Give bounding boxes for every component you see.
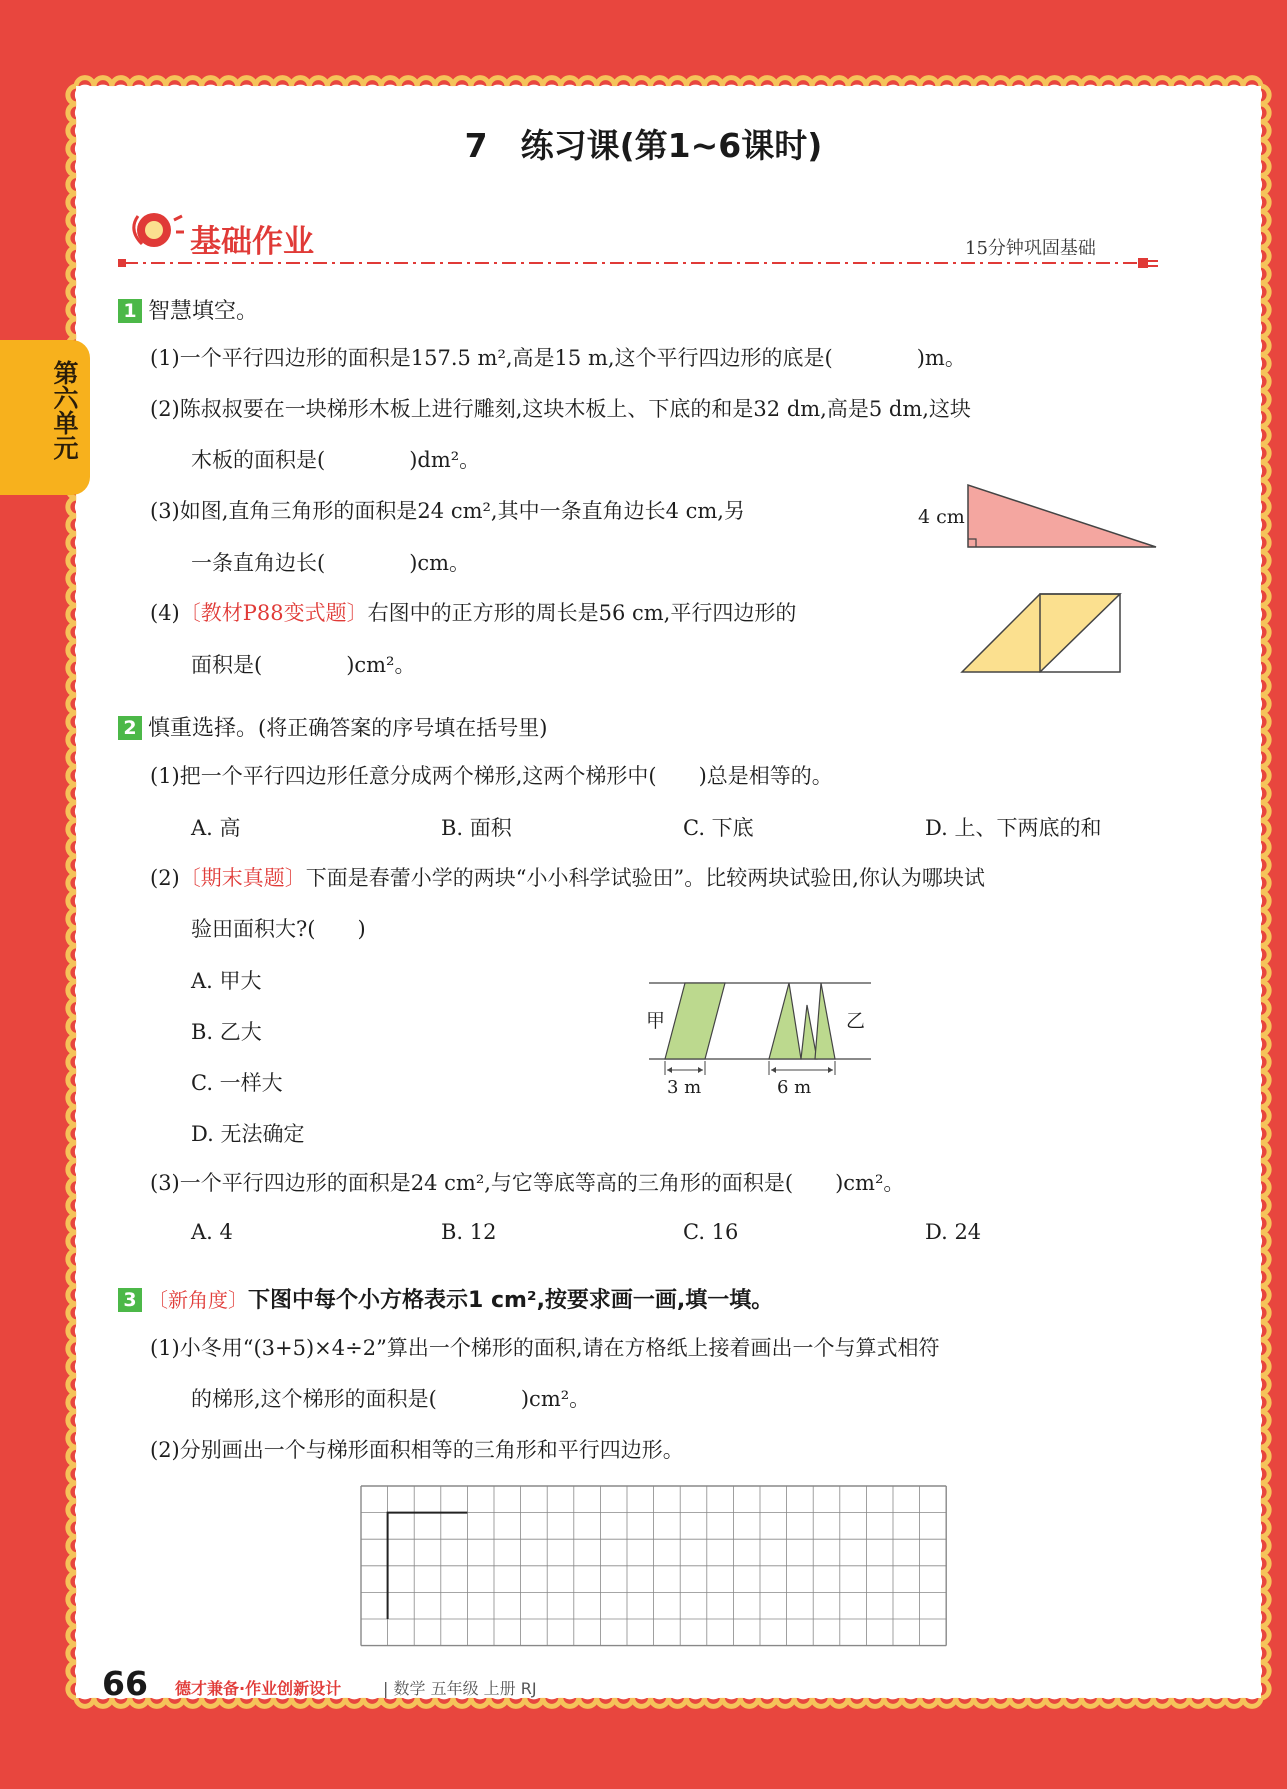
section-note: 15分钟巩固基础 (965, 238, 1096, 259)
bulb-icon (134, 213, 184, 247)
q2-part2-option-c: C. 一样大 (191, 1071, 283, 1095)
square-parallelogram-figure (960, 592, 1130, 674)
q3-number-badge: 3 (118, 1288, 142, 1312)
right-triangle-figure (960, 482, 1160, 552)
q1-heading-text: 智慧填空。 (148, 299, 259, 324)
q2-part2-tag: 〔期末真题〕 (179, 866, 306, 890)
q2-part3-option-d: D. 24 (925, 1220, 982, 1244)
q1-part2-line2: 木板的面积是( )dm²。 (191, 448, 481, 472)
border-wave-inner-0 (76, 86, 1261, 94)
border-wave-2 (76, 1698, 1261, 1706)
grid-paper[interactable] (360, 1485, 952, 1649)
q1-part4-line2: 面积是( )cm²。 (191, 653, 416, 677)
q2-heading-note: (将正确答案的序号填在括号里) (258, 716, 548, 740)
q2-part1-option-a: A. 高 (191, 816, 241, 840)
q1-heading (118, 294, 258, 325)
q1-part3-line1: (3)如图,直角三角形的面积是24 cm²,其中一条直角边长4 cm,另 (150, 499, 745, 523)
section-heading: 基础作业 (190, 224, 314, 260)
q3-heading-text: 下图中每个小方格表示1 cm²,按要求画一画,填一填。 (248, 1288, 774, 1313)
border-wave-0 (76, 78, 1261, 86)
q3-part1-line1: (1)小冬用“(3+5)×4÷2”算出一个梯形的面积,请在方格纸上接着画出一个与算式相符 (150, 1336, 940, 1360)
q1-part3-line2: 一条直角边长( )cm。 (191, 551, 471, 575)
page-title: 7 练习课(第1~6课时) (464, 126, 823, 165)
q2-part1-option-b: B. 面积 (441, 816, 512, 840)
border-wave-3 (68, 86, 76, 1698)
footer-brand: 德才兼备·作业创新设计 (175, 1679, 342, 1698)
q2-part2-option-b: B. 乙大 (191, 1020, 262, 1044)
unit-tab-label: 第六单元 (50, 360, 79, 460)
q2-part3: (3)一个平行四边形的面积是24 cm²,与它等底等高的三角形的面积是( )cm²。 (150, 1171, 905, 1195)
q2-part2-line1: (2)〔期末真题〕下面是春蕾小学的两块“小小科学试验田”。比较两块试验田,你认为哪块试 (150, 866, 985, 890)
q2-part1-option-d: D. 上、下两底的和 (925, 816, 1102, 840)
triangle-side-label: 4 cm (918, 506, 965, 528)
q2-part1-option-c: C. 下底 (683, 816, 754, 840)
border-wave-inner-1 (1253, 86, 1261, 1698)
q2-part2-option-d: D. 无法确定 (191, 1122, 305, 1146)
q2-heading (118, 711, 547, 742)
border-wave-1 (1261, 86, 1269, 1698)
q2-number-badge: 2 (118, 716, 142, 740)
q1-part4-line1: (4)〔教材P88变式题〕右图中的正方形的周长是56 cm,平行四边形的 (150, 601, 797, 625)
q3-tag: 〔新角度〕 (148, 1288, 248, 1312)
field-jia-base-label: 3 m (667, 1077, 702, 1098)
q2-part1: (1)把一个平行四边形任意分成两个梯形,这两个梯形中( )总是相等的。 (150, 764, 833, 788)
q3-heading (118, 1283, 773, 1314)
field-yi-base-label: 6 m (777, 1077, 812, 1098)
q2-part3-option-a: A. 4 (191, 1220, 233, 1244)
field-jia-parallelogram (665, 983, 725, 1059)
q2-part2-line2: 验田面积大?( ) (191, 917, 366, 941)
field-yi-label: 乙 (846, 1010, 866, 1032)
field-yi-triangles (769, 983, 835, 1059)
q3-part2: (2)分别画出一个与梯形面积相等的三角形和平行四边形。 (150, 1438, 684, 1462)
unit-tab (0, 340, 90, 495)
q2-part2-option-a: A. 甲大 (191, 969, 262, 993)
q1-number-badge: 1 (118, 299, 142, 323)
q2-part3-option-b: B. 12 (441, 1220, 497, 1244)
q2-part3-option-c: C. 16 (683, 1220, 739, 1244)
q2-heading-text: 慎重选择。 (148, 716, 259, 741)
q3-part1-line2: 的梯形,这个梯形的面积是( )cm²。 (191, 1387, 591, 1411)
field-jia-label: 甲 (646, 1010, 666, 1032)
border-wave-inner-3 (76, 86, 84, 1698)
footer-book-info: | 数学 五年级 上册 RJ (383, 1679, 537, 1698)
q1-part2-line1: (2)陈叔叔要在一块梯形木板上进行雕刻,这块木板上、下底的和是32 dm,高是5 dm,这块 (150, 397, 971, 421)
q1-part1: (1)一个平行四边形的面积是157.5 m²,高是15 m,这个平行四边形的底是( )m。 (150, 346, 966, 370)
q1-part4-tag: 〔教材P88变式题〕 (179, 601, 368, 625)
page-number: 66 (102, 1664, 148, 1703)
